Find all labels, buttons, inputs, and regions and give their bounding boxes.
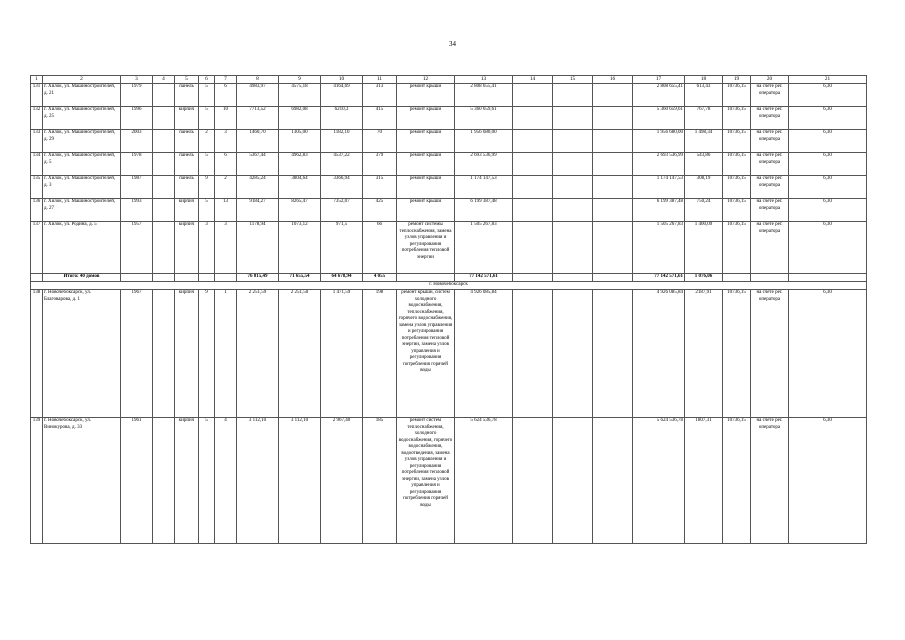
- empty-cell: [215, 274, 237, 282]
- cost-cell: 1 174 147,53: [455, 176, 513, 199]
- unit-cost-cell: 1 498,34: [685, 130, 723, 153]
- year-cell: 1967: [121, 290, 153, 418]
- header-cell: 17: [633, 76, 685, 84]
- empty-cell: [593, 176, 633, 199]
- premises-area-sum: 71 655,54: [279, 274, 321, 282]
- empty-cell: [553, 274, 593, 282]
- work-type-cell: ремонт крыши: [397, 199, 455, 222]
- work-type-cell: ремонт систем теплоснабжения, холодного водоснабжения, горячего водоснабжения, водоотведения, замена узлов управления и регулирования потребления тепловой энергии, замена узлов управления и регулирования потребления горячей воды: [397, 418, 455, 544]
- limit-cost-cell: 10736,15: [723, 84, 751, 107]
- empty-cell: [153, 222, 175, 274]
- floors-cell: 5: [199, 84, 215, 107]
- address-cell: г. Хилок, ул. Машиностроителей, д. 29: [43, 130, 121, 153]
- address-cell: г. Хилок, ул. Родина, д. 5: [43, 222, 121, 274]
- empty-cell: [513, 107, 553, 130]
- premises-area-cell: 4575,18: [279, 84, 321, 107]
- work-type-cell: ремонт крыши, систем холодного водоснабжения, теплоснабжения, горячего водоснабжения, замена узлов управления и регулирования потребления тепловой энергии, замена узлов управления и регулирования потребления горячей воды: [397, 290, 455, 418]
- empty-cell: [593, 153, 633, 176]
- year-cell: 1993: [121, 199, 153, 222]
- unit-cost-avg: 1 076,06: [685, 274, 723, 282]
- cost-cell: 6 199 387,48: [455, 199, 513, 222]
- owner-funds-cell: 2 693 536,99: [633, 153, 685, 176]
- empty-cell: [553, 418, 593, 544]
- empty-cell: [31, 274, 43, 282]
- total-label: Итого: 40 домов: [43, 274, 121, 282]
- residents-cell: 379: [363, 153, 397, 176]
- cost-cell: 2 808 655,41: [455, 84, 513, 107]
- total-area-cell: 2 251,59: [237, 290, 279, 418]
- entrances-cell: 2: [215, 176, 237, 199]
- table-row: [31, 222, 867, 274]
- work-type-cell: ремонт крыши: [397, 130, 455, 153]
- total-area-cell: 1178,94: [237, 222, 279, 274]
- residents-cell: 315: [363, 176, 397, 199]
- unit-cost-cell: 1807,31: [685, 418, 723, 544]
- residential-area-sum: 64 678,94: [321, 274, 363, 282]
- page-number: 34: [449, 40, 456, 48]
- residential-area-cell: 971,5: [321, 222, 363, 274]
- empty-cell: [397, 274, 455, 282]
- empty-cell: [723, 274, 751, 282]
- floors-cell: 5: [199, 199, 215, 222]
- header-cell: 13: [455, 76, 513, 84]
- empty-cell: [593, 130, 633, 153]
- residential-area-cell: 6210,3: [321, 107, 363, 130]
- empty-cell: [513, 130, 553, 153]
- header-cell: 10: [321, 76, 363, 84]
- residential-area-cell: 1 471,59: [321, 290, 363, 418]
- limit-cost-cell: 10736,15: [723, 153, 751, 176]
- row-number: 135: [31, 176, 43, 199]
- fund-method-cell: на счете рег. оператора: [751, 153, 789, 176]
- floors-cell: 5: [199, 107, 215, 130]
- unit-cost-cell: 767,78: [685, 107, 723, 130]
- header-cell: 18: [685, 76, 723, 84]
- year-cell: 1987: [121, 176, 153, 199]
- empty-cell: [513, 274, 553, 282]
- table-row: [31, 130, 867, 153]
- deadline-cell: 6,30: [789, 199, 867, 222]
- empty-cell: [593, 107, 633, 130]
- header-cell: 11: [363, 76, 397, 84]
- cost-cell: 1 505 267,83: [455, 222, 513, 274]
- header-cell: 15: [553, 76, 593, 84]
- unit-cost-cell: 308,19: [685, 176, 723, 199]
- total-area-cell: 7713,52: [237, 107, 279, 130]
- work-type-cell: ремонт системы теплоснабжения, замена узлов управления и регулирования потребления тепловой энергии: [397, 222, 455, 274]
- header-cell: 1: [31, 76, 43, 84]
- empty-cell: [553, 84, 593, 107]
- header-cell: 14: [513, 76, 553, 84]
- floors-cell: 5: [199, 418, 215, 544]
- residential-area-cell: 3366,94: [321, 176, 363, 199]
- address-cell: г. Хилок, ул. Машиностроителей, д. 3: [43, 176, 121, 199]
- entrances-cell: 6: [215, 84, 237, 107]
- work-type-cell: ремонт крыши: [397, 84, 455, 107]
- empty-cell: [153, 176, 175, 199]
- city-section-row: [31, 282, 867, 290]
- residential-area-cell: 4164,69: [321, 84, 363, 107]
- unit-cost-cell: 2187,91: [685, 290, 723, 418]
- deadline-cell: 6,30: [789, 84, 867, 107]
- empty-cell: [175, 274, 199, 282]
- empty-cell: [153, 84, 175, 107]
- row-number: 134: [31, 153, 43, 176]
- header-row: [31, 76, 867, 84]
- residents-cell: 70: [363, 130, 397, 153]
- deadline-cell: 6,30: [789, 107, 867, 130]
- row-number: 137: [31, 222, 43, 274]
- fund-method-cell: на счете рег. оператора: [751, 84, 789, 107]
- premises-area-cell: 3 112,10: [279, 418, 321, 544]
- total-area-cell: 1460,70: [237, 130, 279, 153]
- empty-cell: [593, 222, 633, 274]
- fund-method-cell: на счете рег. оператора: [751, 176, 789, 199]
- address-cell: г. Хилок, ул. Машиностроителей, д. 5: [43, 153, 121, 176]
- empty-cell: [153, 130, 175, 153]
- header-cell: 21: [789, 76, 867, 84]
- owner-funds-cell: 6 199 387,48: [633, 199, 685, 222]
- limit-cost-cell: 10736,15: [723, 199, 751, 222]
- total-area-cell: 4285,24: [237, 176, 279, 199]
- year-cell: 1957: [121, 222, 153, 274]
- fund-method-cell: на счете рег. оператора: [751, 418, 789, 544]
- premises-area-cell: 6982,08: [279, 107, 321, 130]
- year-cell: 1978: [121, 153, 153, 176]
- deadline-cell: 6,30: [789, 418, 867, 544]
- address-cell: г. Новочебоксарск, ул. Винокурова, д. 33: [43, 418, 121, 544]
- residential-area-cell: 1182,10: [321, 130, 363, 153]
- owner-funds-cell: 1 505 267,83: [633, 222, 685, 274]
- owner-funds-cell: 1 956 680,00: [633, 130, 685, 153]
- empty-cell: [553, 176, 593, 199]
- empty-cell: [553, 153, 593, 176]
- empty-cell: [513, 290, 553, 418]
- premises-area-cell: 4962,83: [279, 153, 321, 176]
- material-cell: кирпич: [175, 290, 199, 418]
- work-type-cell: ремонт крыши: [397, 107, 455, 130]
- premises-area-cell: 1305,00: [279, 130, 321, 153]
- unit-cost-cell: 543,86: [685, 153, 723, 176]
- header-cell: 6: [199, 76, 215, 84]
- header-cell: 3: [121, 76, 153, 84]
- table-row: [31, 418, 867, 544]
- row-number: 138: [31, 290, 43, 418]
- empty-cell: [121, 274, 153, 282]
- material-cell: панель: [175, 153, 199, 176]
- material-cell: панель: [175, 84, 199, 107]
- deadline-cell: 6,30: [789, 153, 867, 176]
- fund-method-cell: на счете рег. оператора: [751, 199, 789, 222]
- table-row: [31, 176, 867, 199]
- empty-cell: [153, 418, 175, 544]
- table-row: [31, 107, 867, 130]
- residents-cell: 415: [363, 107, 397, 130]
- premises-area-cell: 2 251,50: [279, 290, 321, 418]
- total-area-cell: 9184,27: [237, 199, 279, 222]
- limit-cost-cell: 10736,15: [723, 222, 751, 274]
- total-area-cell: 3 112,10: [237, 418, 279, 544]
- header-cell: 19: [723, 76, 751, 84]
- address-cell: г. Хилок, ул. Машиностроителей, д. 21: [43, 84, 121, 107]
- premises-area-cell: 3804,64: [279, 176, 321, 199]
- header-cell: 2: [43, 76, 121, 84]
- empty-cell: [199, 274, 215, 282]
- limit-cost-cell: 10736,15: [723, 290, 751, 418]
- year-cell: 2003: [121, 130, 153, 153]
- cost-cell: 4 926 085,84: [455, 290, 513, 418]
- material-cell: кирпич: [175, 418, 199, 544]
- header-cell: 9: [279, 76, 321, 84]
- residents-cell: 425: [363, 199, 397, 222]
- limit-cost-cell: 10736,15: [723, 176, 751, 199]
- total-area-cell: 5367,44: [237, 153, 279, 176]
- table-row: [31, 290, 867, 418]
- owner-funds-cell: 2 808 655,41: [633, 84, 685, 107]
- empty-cell: [553, 222, 593, 274]
- floors-cell: 2: [199, 130, 215, 153]
- unit-cost-cell: 1 400,09: [685, 222, 723, 274]
- entrances-cell: 10: [215, 107, 237, 130]
- work-type-cell: ремонт крыши: [397, 153, 455, 176]
- empty-cell: [553, 107, 593, 130]
- deadline-cell: 6,30: [789, 222, 867, 274]
- cost-cell: 5 624 536,78: [455, 418, 513, 544]
- material-cell: кирпич: [175, 107, 199, 130]
- owner-funds-cell: 1 174 147,53: [633, 176, 685, 199]
- table-row: [31, 84, 867, 107]
- empty-cell: [553, 290, 593, 418]
- limit-cost-cell: 10736,15: [723, 130, 751, 153]
- fund-method-cell: на счете рег. оператора: [751, 290, 789, 418]
- residents-cell: 198: [363, 290, 397, 418]
- empty-cell: [593, 84, 633, 107]
- premises-area-cell: 8265,47: [279, 199, 321, 222]
- empty-cell: [593, 199, 633, 222]
- residential-area-cell: 2 967,40: [321, 418, 363, 544]
- floors-cell: 3: [199, 222, 215, 274]
- total-row: [31, 274, 867, 282]
- cost-sum: 77 142 571,61: [455, 274, 513, 282]
- table-row: [31, 153, 867, 176]
- fund-method-cell: на счете рег. оператора: [751, 107, 789, 130]
- address-cell: г. Новочебоксарск, ул. Благоварова, д. 1: [43, 290, 121, 418]
- premises-area-cell: 1073,12: [279, 222, 321, 274]
- empty-cell: [513, 222, 553, 274]
- deadline-cell: 6,30: [789, 290, 867, 418]
- residential-area-cell: 7352,07: [321, 199, 363, 222]
- table-row: [31, 199, 867, 222]
- material-cell: панель: [175, 130, 199, 153]
- year-cell: 1979: [121, 84, 153, 107]
- year-cell: 1961: [121, 418, 153, 544]
- material-cell: панель: [175, 176, 199, 199]
- empty-cell: [153, 199, 175, 222]
- floors-cell: 9: [199, 290, 215, 418]
- residents-sum: 4 055: [363, 274, 397, 282]
- residents-cell: 66: [363, 222, 397, 274]
- header-cell: 5: [175, 76, 199, 84]
- owner-funds-cell: 5 360 659,61: [633, 107, 685, 130]
- material-cell: кирпич: [175, 222, 199, 274]
- owner-funds-cell: 4 926 085,84: [633, 290, 685, 418]
- cost-cell: 5 360 659,61: [455, 107, 513, 130]
- entrances-cell: 13: [215, 199, 237, 222]
- entrances-cell: 3: [215, 222, 237, 274]
- total-area-sum: 76 815,49: [237, 274, 279, 282]
- empty-cell: [153, 274, 175, 282]
- empty-cell: [513, 199, 553, 222]
- empty-cell: [553, 199, 593, 222]
- empty-cell: [153, 153, 175, 176]
- floors-cell: 5: [199, 153, 215, 176]
- row-number: 131: [31, 84, 43, 107]
- empty-cell: [789, 274, 867, 282]
- empty-cell: [593, 290, 633, 418]
- residents-cell: 185: [363, 418, 397, 544]
- repair-program-table-container: [30, 75, 866, 544]
- entrances-cell: 1: [215, 290, 237, 418]
- empty-cell: [153, 107, 175, 130]
- header-cell: 16: [593, 76, 633, 84]
- floors-cell: 9: [199, 176, 215, 199]
- row-number: 136: [31, 199, 43, 222]
- total-area-cell: 4983,97: [237, 84, 279, 107]
- fund-method-cell: на счете рег. оператора: [751, 130, 789, 153]
- row-number: 133: [31, 130, 43, 153]
- header-cell: 7: [215, 76, 237, 84]
- deadline-cell: 6,30: [789, 176, 867, 199]
- repair-program-table: [30, 75, 867, 544]
- row-number: 139: [31, 418, 43, 544]
- material-cell: кирпич: [175, 199, 199, 222]
- header-cell: 8: [237, 76, 279, 84]
- year-cell: 1996: [121, 107, 153, 130]
- empty-cell: [593, 274, 633, 282]
- empty-cell: [553, 130, 593, 153]
- deadline-cell: 6,30: [789, 130, 867, 153]
- cost-cell: 2 693 536,99: [455, 153, 513, 176]
- residential-area-cell: 4537,22: [321, 153, 363, 176]
- address-cell: г. Хилок, ул. Машиностроителей, д. 25: [43, 107, 121, 130]
- owner-funds-sum: 77 142 571,61: [633, 274, 685, 282]
- empty-cell: [513, 176, 553, 199]
- city-heading: г. Новочебоксарск: [31, 282, 867, 290]
- header-cell: 4: [153, 76, 175, 84]
- unit-cost-cell: 613,43: [685, 84, 723, 107]
- work-type-cell: ремонт крыши: [397, 176, 455, 199]
- address-cell: г. Хилок, ул. Машиностроителей, д. 27: [43, 199, 121, 222]
- empty-cell: [513, 418, 553, 544]
- fund-method-cell: на счете рег. оператора: [751, 222, 789, 274]
- empty-cell: [513, 84, 553, 107]
- empty-cell: [513, 153, 553, 176]
- row-number: 132: [31, 107, 43, 130]
- header-cell: 12: [397, 76, 455, 84]
- entrances-cell: 3: [215, 130, 237, 153]
- limit-cost-cell: 10736,15: [723, 107, 751, 130]
- empty-cell: [593, 418, 633, 544]
- empty-cell: [153, 290, 175, 418]
- entrances-cell: 6: [215, 153, 237, 176]
- unit-cost-cell: 750,24: [685, 199, 723, 222]
- cost-cell: 1 956 680,00: [455, 130, 513, 153]
- empty-cell: [751, 274, 789, 282]
- header-cell: 20: [751, 76, 789, 84]
- residents-cell: 313: [363, 84, 397, 107]
- limit-cost-cell: 10736,15: [723, 418, 751, 544]
- entrances-cell: 4: [215, 418, 237, 544]
- owner-funds-cell: 5 624 536,78: [633, 418, 685, 544]
